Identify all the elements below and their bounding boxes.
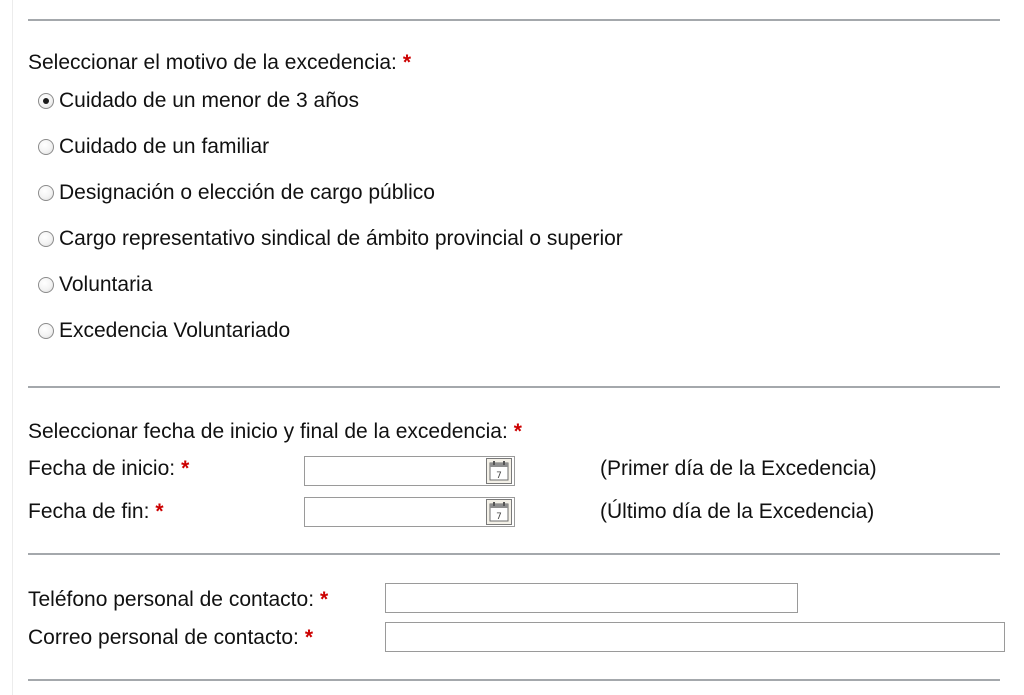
radio-button[interactable] (38, 277, 54, 293)
section-divider-bottom (28, 679, 1000, 681)
correo-input[interactable] (385, 622, 1005, 652)
required-asterisk: * (181, 457, 190, 480)
telefono-input[interactable] (385, 583, 798, 613)
required-asterisk: * (320, 588, 329, 611)
fecha-fin-label: Fecha de fin: (28, 500, 150, 523)
motivo-question-label: Seleccionar el motivo de la excedencia: (28, 51, 397, 74)
radio-button[interactable] (38, 185, 54, 201)
radio-option-cargo-publico[interactable] (38, 180, 435, 206)
radio-option-label: Designación o elección de cargo público (59, 181, 435, 204)
radio-option-label: Cuidado de un menor de 3 años (59, 89, 360, 112)
fecha-inicio-input[interactable] (304, 456, 515, 486)
radio-button[interactable] (38, 93, 54, 109)
telefono-row-label (28, 588, 328, 612)
radio-option-label: Cuidado de un familiar (59, 135, 270, 158)
radio-option-label: Cargo representativo sindical de ámbito provincial o superior (59, 227, 623, 250)
section-divider-motivo (28, 386, 1000, 388)
radio-option-voluntariado[interactable] (38, 318, 290, 344)
required-asterisk: * (155, 500, 164, 523)
radio-button[interactable] (38, 231, 54, 247)
motivo-question (28, 51, 411, 75)
radio-option-label: Voluntaria (59, 273, 153, 296)
fecha-fin-row-label (28, 500, 164, 524)
fecha-inicio-hint: (Primer día de la Excedencia) (600, 457, 877, 480)
radio-option-label: Excedencia Voluntariado (59, 319, 291, 342)
fecha-inicio-row-label (28, 457, 189, 481)
required-asterisk: * (304, 626, 314, 649)
radio-button[interactable] (38, 323, 54, 339)
fecha-fin-input[interactable] (304, 497, 515, 527)
fecha-inicio-label: Fecha de inicio: (28, 457, 176, 480)
form-left-border (12, 0, 13, 695)
radio-option-menor[interactable] (38, 88, 359, 114)
calendar-icon[interactable] (486, 458, 512, 484)
calendar-icon[interactable] (486, 499, 512, 525)
fecha-fin-hint: (Último día de la Excedencia) (600, 500, 875, 523)
correo-label: Correo personal de contacto: (28, 626, 299, 649)
required-asterisk: * (513, 420, 522, 443)
fechas-question-label: Seleccionar fecha de inicio y final de la excedencia: (28, 420, 508, 443)
correo-row-label (28, 626, 313, 650)
fechas-question (28, 420, 522, 444)
radio-option-voluntaria[interactable] (38, 272, 152, 298)
required-asterisk: * (402, 51, 412, 74)
section-divider-fechas (28, 553, 1000, 555)
radio-option-familiar[interactable] (38, 134, 269, 160)
section-divider-top (28, 19, 1000, 21)
svg-text:7: 7 (496, 471, 502, 481)
radio-option-cargo-sindical[interactable] (38, 226, 623, 252)
radio-button[interactable] (38, 139, 54, 155)
svg-text:7: 7 (496, 512, 502, 522)
telefono-label: Teléfono personal de contacto: (28, 588, 315, 611)
